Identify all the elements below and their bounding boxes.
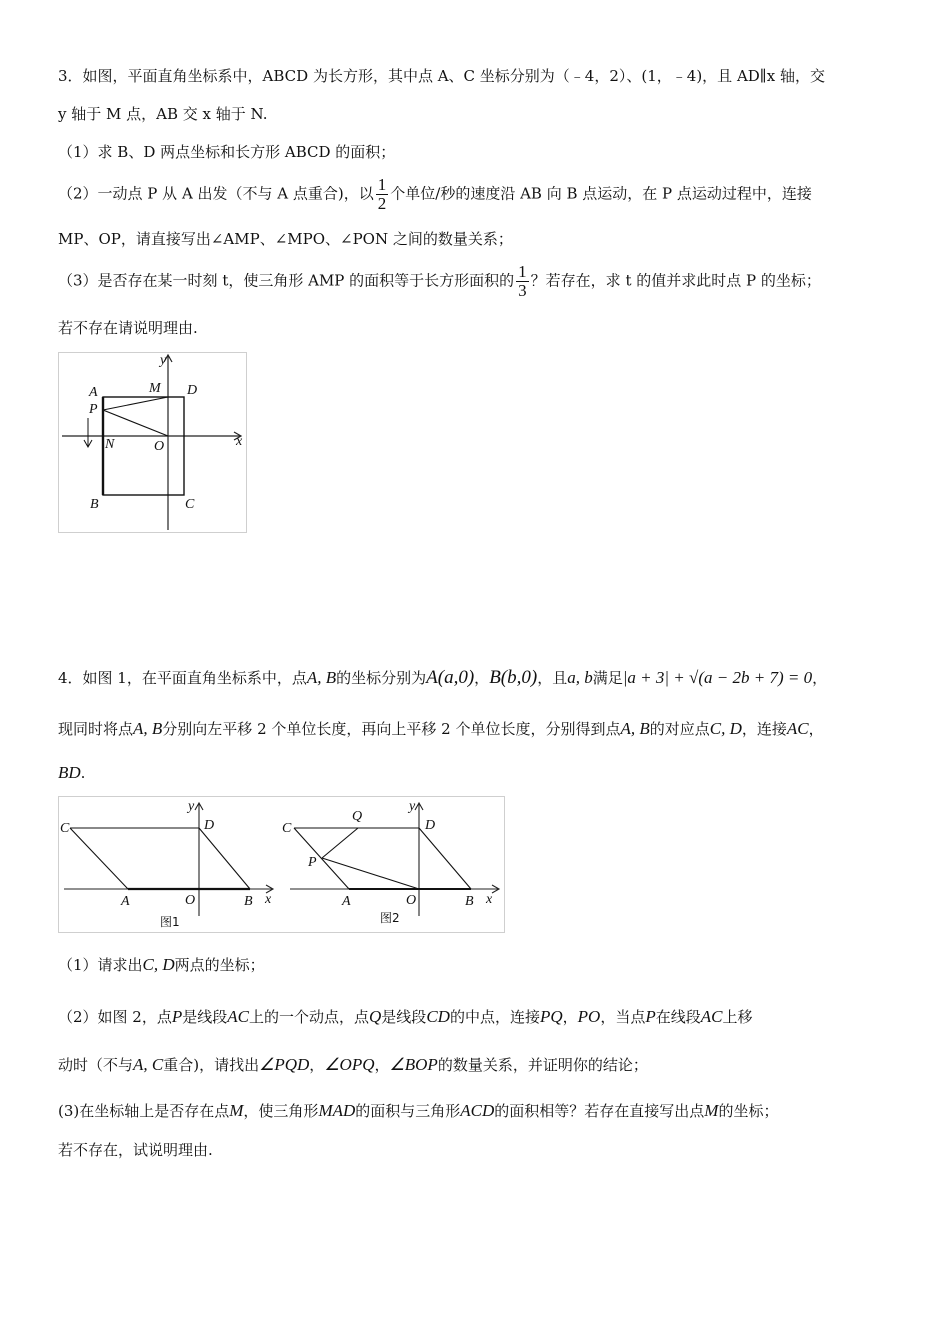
label-m: M [149,381,161,396]
fig2-label-b: B [465,894,474,909]
fig2-segment-bd [419,828,471,889]
fig1-caption: 图1 [160,915,180,929]
q4-line-1: 4．如图 1，在平面直角坐标系中，点A, B的坐标分别为A(a,0)，B(b,0)，且a, b满足|a + 3| + √(a − 2b + 7) = 0， [58,667,828,688]
segment-pm [103,397,168,410]
q4-part-1: （1）请求出C, D两点的坐标； [58,955,265,974]
figure-1 [60,799,273,929]
q4-part-3-line-1: (3)在坐标轴上是否存在点M，使三角形MAD的面积与三角形ACD的面积相等？若存在直接写出点M的坐标； [58,1101,779,1120]
figures-frame [59,797,505,933]
q3-part-3-line-1: （3）是否存在某一时刻 t，使三角形 AMP 的面积等于长方形面积的 $\frac{1}{3}$ ？若存在，求 t 的值并求此时点 P 的坐标； [58,262,821,300]
fig1-label-d: D [204,818,215,833]
label-n: N [105,437,115,452]
q4-line-3: BD. [58,763,86,782]
rectangle-abcd [103,397,184,495]
q4-part-2-line-2: 动时（不与A, C重合)，请找出∠PQD，∠OPQ，∠BOP的数量关系，并证明你的结论； [58,1055,648,1074]
q4-line-2: 现同时将点A, B分别向左平移 2 个单位长度，再向上平移 2 个单位长度，分别得到点A, B的对应点C, D，连接AC， [58,719,824,738]
fig2-label-d: D [425,818,436,833]
fig1-label-c: C [60,821,70,836]
label-y: y [160,353,167,368]
fig2-label-y: y [409,799,416,814]
figure-2 [282,799,499,925]
fig2-label-q: Q [352,809,363,824]
fig1-label-o: O [185,893,196,908]
fig2-label-o: O [406,893,417,908]
label-b: B [90,497,99,512]
q3-part-2-line-2: MP、OP，请直接写出∠AMP、∠MPO、∠PON 之间的数量关系； [58,230,513,248]
q4-part-3-line-2: 若不存在，试说明理由. [58,1141,213,1159]
fig2-segment-ac [294,828,349,889]
q3-line-1: 3．如图，平面直角坐标系中，ABCD 为长方形，其中点 A、C 坐标分别为（﹣4，2）、(1，﹣4)，且 AD∥x 轴，交 [58,67,825,85]
fig2-segment-pq [322,828,358,858]
q3-part-2-line-1: （2）一动点 P 从 A 出发（不与 A 点重合)，以 $\frac{1}{2}$ 个单位/秒的速度沿 AB 向 B 点运动，在 P 点运动过程中，连接 [58,175,812,213]
fig2-label-a: A [342,894,351,909]
fraction-one-half: $\frac{1}{2}$ [377,175,387,213]
fig1-label-a: A [121,894,130,909]
fig1-label-y: y [188,799,195,814]
q3-part-3-line-2: 若不存在请说明理由. [58,319,198,337]
fig2-label-c: C [282,821,292,836]
fig1-segment-bd [199,828,250,889]
label-a: A [89,385,98,400]
q3-part-1: （1）求 B、D 两点坐标和长方形 ABCD 的面积； [58,143,396,161]
condition-formula: |a + 3| + √(a − 2b + 7) = 0 [622,668,813,687]
q3-figure [58,352,248,538]
fig2-label-x: x [486,892,493,907]
fraction-one-third: $\frac{1}{3}$ [518,262,527,300]
q3-line-2: y 轴于 M 点，AB 交 x 轴于 N. [58,105,268,123]
label-p: P [89,402,98,417]
fig2-label-p: P [308,855,317,870]
fig2-segment-po [322,858,419,889]
figure-frame [59,353,247,533]
q4-figures [58,796,506,938]
fig1-segment-ac [70,828,128,889]
label-c: C [185,497,195,512]
q4-part-2-line-1: （2）如图 2，点P是线段AC上的一个动点，点Q是线段CD的中点，连接PQ，PO，当点P在线段AC上移 [58,1007,753,1026]
fig2-caption: 图2 [380,911,400,925]
label-o: O [154,439,165,454]
label-d: D [187,383,198,398]
label-x: x [236,434,243,449]
segment-po [103,410,168,436]
fig1-label-x: x [265,892,272,907]
fig1-label-b: B [244,894,253,909]
